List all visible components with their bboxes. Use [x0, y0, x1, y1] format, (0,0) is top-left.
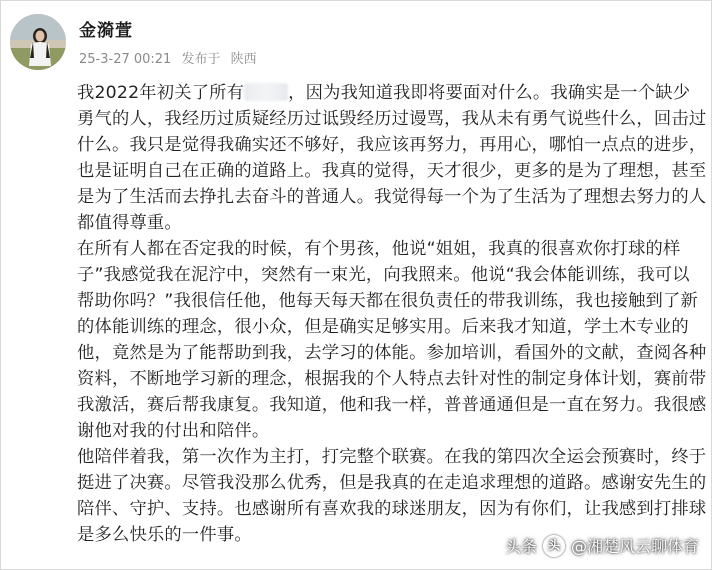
paragraph: 在所有人都在否定我的时候，有个男孩，他说“姐姐，我真的很喜欢你打球的样子”我感觉我在泥泞中，突然有一束光，向我照来。他说“我会体能训练，我可以帮助你吗？”我很信任他，他每天每天都在很负责任的带我训练，我也接触到了新的体能训练的理念，很小众，但是确实足够实用。后来我才知道，学土木专业的他，竟然是为了能帮助到我，去学习的体能。参加培训，看国外的文献，查阅各种资料，不断地学习新的理念，根据我的个人特点去针对性的制定身体计划，赛前带我激活，赛后帮我康复。我知道，他和我一样，普普通通但是一直在努力。我很感谢他对我的付出和陪伴。	[77, 239, 707, 441]
post-timestamp: 25-3-27 00:21	[79, 52, 172, 67]
avatar[interactable]	[10, 14, 66, 70]
avatar-photo-icon	[10, 14, 66, 70]
toutiao-icon: 头	[543, 535, 565, 557]
post-content	[77, 80, 707, 548]
watermark-prefix: 头条	[504, 537, 537, 556]
post-header	[1, 1, 712, 76]
paragraph-text: ，因为我知道我即将要面对什么。我确实是一个缺少勇气的人，我经历过质疑经历过诋毁经历过谩骂，我从未有勇气说些什么，回击过什么。我只是觉得我确实还不够好，我应该再努力，再用心，哪怕一点点的进步，也是证明自己在正确的道路上。我真的觉得，天才很少，更多的是为了理想，甚至是为了生活而去挣扎去奋斗的普通人。我觉得每一个为了生活为了理想去努力的人都值得尊重。	[77, 83, 707, 233]
paragraph	[77, 80, 707, 236]
post-location: 陕西	[230, 52, 257, 67]
paragraph: 他陪伴着我，第一次作为主打，打完整个联赛。在我的第四次全运会预赛时，终于挺进了决赛。尽管我没那么优秀，但是我真的在走追求理想的道路。感谢安先生的陪伴、守护、支持。也感谢所有喜欢我的球迷朋友，因为有你们，让我感到打排球是多么快乐的一件事。	[77, 447, 707, 545]
watermark	[505, 534, 699, 557]
watermark-handle: @湘楚风云聊体育	[570, 537, 699, 556]
post-meta	[79, 48, 257, 67]
paragraph-text: 我2022年初关了所有	[77, 83, 245, 103]
post-source: 发布于	[181, 52, 221, 67]
author-name[interactable]: 金漪萱	[79, 21, 133, 41]
redacted-text	[244, 83, 288, 101]
